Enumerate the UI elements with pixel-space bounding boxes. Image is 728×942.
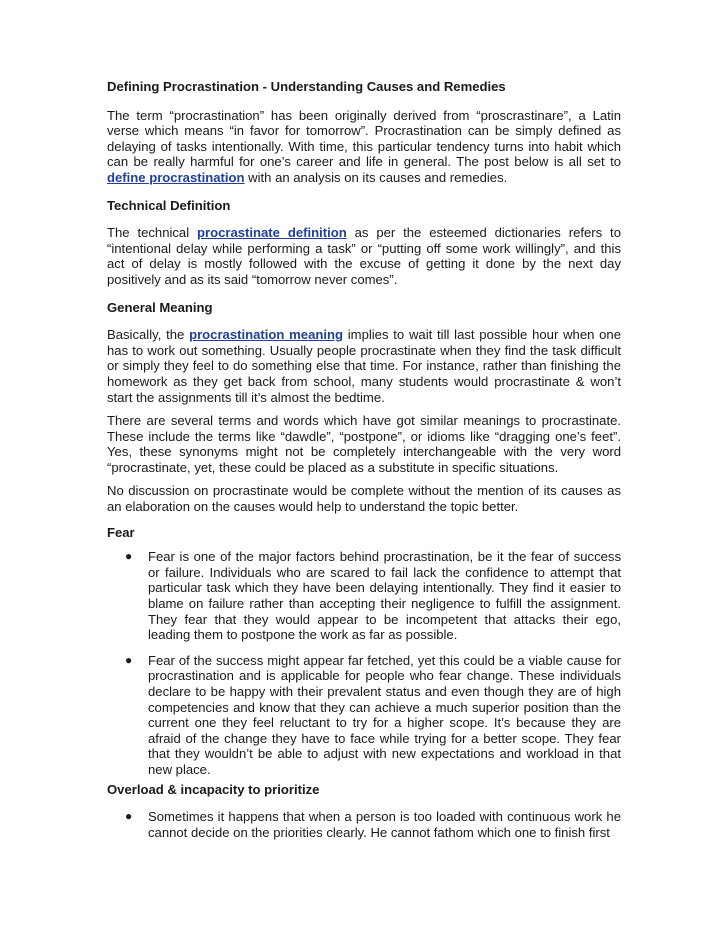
list-item-text: Fear is one of the major factors behind procrastination, be it the fear of success or failure. Individuals who are scared to fail lack the confidence to attempt that particular task which they have been delaying intentionally. They find it easier to blame on failure rather than accepting their negligence to fulfill the assignment. They fear that they would appear to be incompetent that attacks their ego, leading them to postpone the work as far as possible. [148,549,621,643]
general-after-text: implies to wait till last possible hour when one has to work out something. Usually people procrastinate when they find the task difficult or simply they feel to do something else that time. For instance, rather than finishing the homework as they get back from school, many students would procrastinate & won’t start the assignments till it’s almost the bedtime. [107,327,621,405]
procrastinate-definition-link[interactable]: procrastinate definition [197,225,347,241]
document-page [107,79,621,840]
fear-heading: Fear [107,524,135,540]
procrastination-meaning-link[interactable]: procrastination meaning [189,327,343,343]
overload-list [107,809,621,840]
define-procrastination-link[interactable]: define procrastination [107,169,245,185]
general-before-text: Basically, the [107,327,190,343]
causes-intro-paragraph: No discussion on procrastinate would be complete without the mention of its causes as an elaboration on the causes would help to understand the topic better. [107,483,621,515]
list-item [107,653,621,778]
intro-paragraph [107,108,621,186]
general-meaning-heading: General Meaning [107,299,213,315]
intro-after-text: with an analysis on its causes and remedies. [244,169,508,185]
document-title: Defining Procrastination - Understanding Causes and Remedies [107,79,506,94]
synonyms-paragraph: There are several terms and words which have got similar meanings to procrastinate. These include the terms like “dawdle”, “postpone”, or idioms like “dragging one’s feet”. Yes, these synonyms might not be completely interchangeable with the very word “procrastinate, yet, these could be placed as a substitute in specific situations. [107,413,621,475]
bullet-icon: ● [125,549,133,564]
bullet-icon: ● [125,809,133,824]
technical-before-text: The technical [107,225,197,241]
list-item [107,549,621,643]
intro-text: The term “procrastination” has been originally derived from “proscrastinare”, a Latin verse which means “in favor for tomorrow”. Procrastination can be simply defined as delaying of tasks intentionally. With time, this particular tendency turns into habit which can be really harmful for one’s career and life in general. The post below is all set to [107,107,621,170]
bullet-icon: ● [125,652,133,667]
technical-paragraph [107,225,621,287]
fear-list [107,549,621,777]
list-item-text: Sometimes it happens that when a person is too loaded with continuous work he cannot decide on the priorities clearly. He cannot fathom which one to finish first [148,809,621,840]
list-item [107,809,621,840]
technical-after-text: as per the esteemed dictionaries refers to “intentional delay while performing a task” or “putting off some work willingly”, and this act of delay is mostly followed with the excuse of getting it done by the next day positively and as its said “tomorrow never comes”. [107,225,621,287]
general-paragraph [107,327,621,405]
list-item-text: Fear of the success might appear far fetched, yet this could be a viable cause for procrastination and is applicable for people who fear change. These individuals declare to be happy with their prevalent status and even though they are of high competencies and know that they can achieve a much superior position than the current one they feel reluctant to try for a higher scope. It’s because they are afraid of the change they have to face while trying for a better scope. They fear that they wouldn’t be able to adjust with new expectations and workload in that new place. [148,652,621,777]
technical-definition-heading: Technical Definition [107,197,231,213]
overload-heading: Overload & incapacity to prioritize [107,781,320,797]
